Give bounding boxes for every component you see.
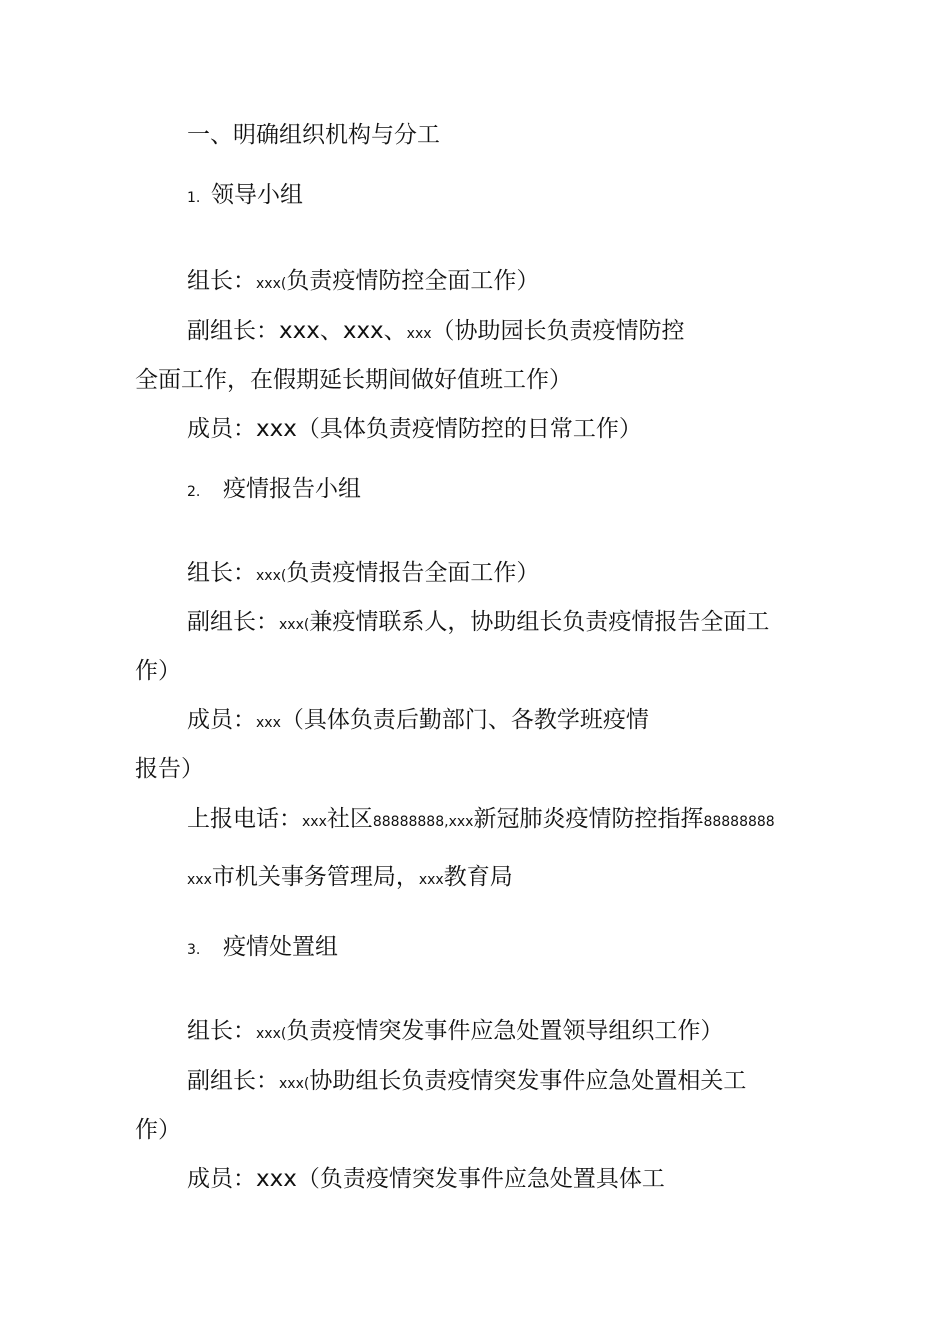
group2-leader-desc: 负责疫情报告全面工作）	[286, 560, 540, 586]
group2-agency-text2: 教育局	[443, 864, 513, 890]
group2-phone-text2: 新冠肺炎疫情防控指挥	[473, 806, 704, 832]
group1-deputy-desc-1: （协助园长负责疫情防控	[431, 318, 685, 344]
group3-leader-desc: 负责疫情突发事件应急处置领导组织工作）	[286, 1018, 724, 1044]
group1-deputy-label: 副组长：	[187, 318, 279, 344]
group1-leader-name: xxx	[256, 276, 281, 292]
group3-deputy-line-cont	[135, 1115, 181, 1145]
group2-agency-xxx1: xxx	[187, 872, 212, 888]
group3-deputy-name: xxx	[279, 1076, 304, 1092]
group2-leader-label: 组长：	[187, 560, 256, 586]
group2-deputy-paren: (	[303, 617, 310, 633]
group2-member-line-cont	[135, 754, 204, 784]
group2-member-desc-1: （具体负责后勤部门、各教学班疫情	[280, 707, 649, 733]
group3-number: 3.	[187, 942, 201, 958]
group2-heading	[187, 474, 361, 507]
group3-deputy-desc-1: 协助组长负责疫情突发事件应急处置相关工	[309, 1068, 747, 1094]
group3-leader-name: xxx	[256, 1026, 281, 1042]
section-title: 一、明确组织机构与分工	[187, 122, 440, 148]
group3-title: 疫情处置组	[223, 934, 338, 960]
group3-member-line	[187, 1164, 665, 1194]
group1-member-label: 成员：	[187, 416, 256, 442]
group3-member-label: 成员：	[187, 1166, 256, 1192]
group3-leader-paren: (	[280, 1026, 287, 1042]
group2-phone-num2: 88888888	[703, 814, 775, 830]
group2-agency-line	[187, 862, 513, 895]
group1-title: 领导小组	[211, 182, 303, 208]
group2-deputy-line-cont	[135, 656, 181, 686]
group2-member-label: 成员：	[187, 707, 256, 733]
group1-deputy-names: xxx、xxx、	[279, 318, 407, 344]
group1-deputy-line-cont	[135, 365, 572, 395]
group1-leader-line	[187, 266, 539, 299]
group1-member-desc: （具体负责疫情防控的日常工作）	[296, 416, 642, 442]
group2-leader-name: xxx	[256, 568, 281, 584]
group2-phone-label: 上报电话：	[187, 806, 302, 832]
group2-deputy-desc-2: 作）	[135, 658, 181, 684]
group2-deputy-name: xxx	[279, 617, 304, 633]
group3-leader-line	[187, 1016, 723, 1049]
group2-leader-line	[187, 558, 539, 591]
group1-leader-label: 组长：	[187, 268, 256, 294]
group3-deputy-desc-2: 作）	[135, 1117, 181, 1143]
group1-leader-desc: 负责疫情防控全面工作）	[286, 268, 540, 294]
group1-leader-paren: (	[280, 276, 287, 292]
group2-deputy-desc-1: 兼疫情联系人，协助组长负责疫情报告全面工	[309, 609, 770, 635]
group1-number: 1.	[187, 190, 201, 206]
group3-deputy-label: 副组长：	[187, 1068, 279, 1094]
section-heading	[187, 120, 440, 150]
group3-member-desc: （负责疫情突发事件应急处置具体工	[296, 1166, 665, 1192]
group1-deputy-name3: xxx	[406, 326, 432, 342]
group2-member-name: xxx	[256, 715, 281, 731]
group3-deputy-line	[187, 1066, 746, 1099]
group2-phone-text1: 社区	[326, 806, 373, 832]
group2-leader-paren: (	[280, 568, 287, 584]
group1-member-line	[187, 414, 642, 444]
group3-member-name: xxx	[256, 1166, 297, 1192]
group1-deputy-desc-2: 全面工作，在假期延长期间做好值班工作）	[135, 367, 572, 393]
group3-heading	[187, 932, 338, 965]
group2-title: 疫情报告小组	[223, 476, 361, 502]
group2-agency-xxx2: xxx	[418, 872, 444, 888]
group2-phone-line	[187, 804, 775, 837]
group2-member-line	[187, 705, 649, 738]
group2-member-desc-2: 报告）	[135, 756, 204, 782]
group3-deputy-paren: (	[303, 1076, 310, 1092]
group1-deputy-line	[187, 316, 685, 349]
group3-leader-label: 组长：	[187, 1018, 256, 1044]
group2-number: 2.	[187, 484, 201, 500]
group2-deputy-label: 副组长：	[187, 609, 279, 635]
group2-phone-xxx1: xxx	[302, 814, 327, 830]
group2-agency-text1: 市机关事务管理局，	[211, 864, 419, 890]
group1-heading	[187, 180, 303, 213]
group2-phone-num1: 88888888,xxx	[372, 814, 474, 830]
group2-deputy-line	[187, 607, 769, 640]
group1-member-name: xxx	[256, 416, 297, 442]
